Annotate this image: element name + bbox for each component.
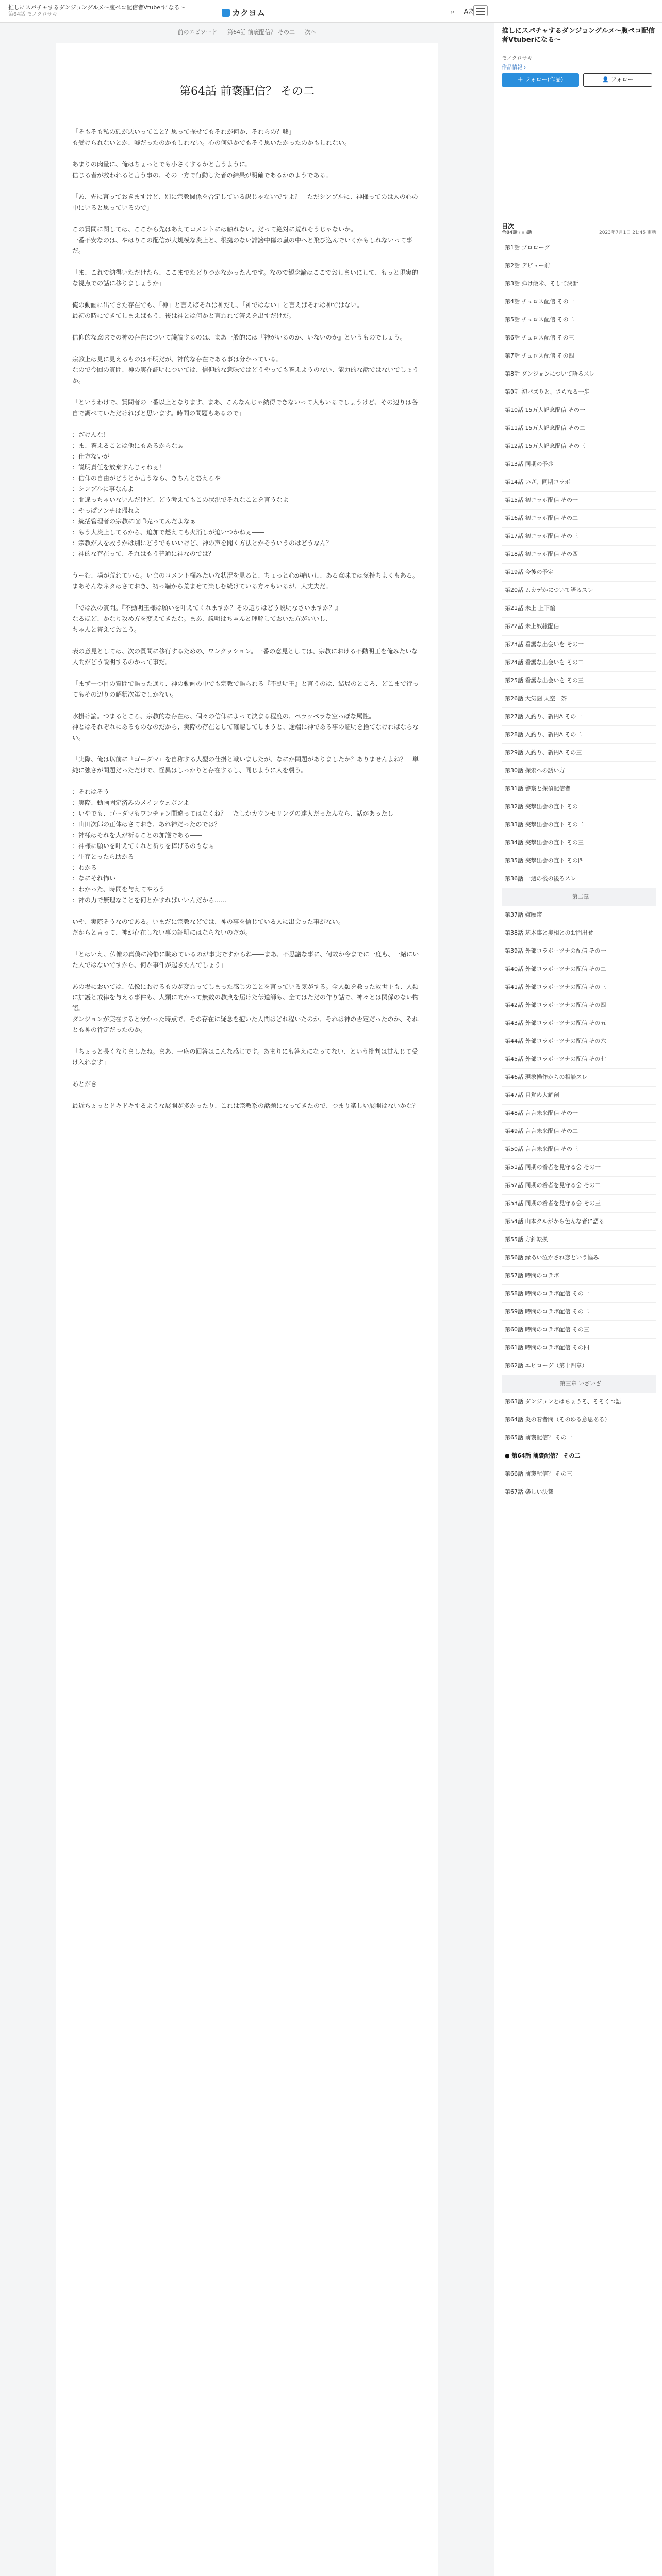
toc-episode-item[interactable]: 第57話 時間のコラボ [502, 1267, 656, 1285]
body-paragraph: うーむ、場が荒れている。いまのコメント欄みたいな状況を見ると、ちょっと心が痛いし、ある意味では気持ちよくもある。 [72, 572, 419, 579]
body-paragraph: 「まず一つ目の質問で語った通り、神の動画の中でも宗教で語られる『不動明王』と言うのは、結局のところ、どこまで行ってもその辺りの解釈次第でしかない。 [72, 680, 419, 698]
body-paragraph: ：宗教が人を救うかは別にどうでもいいけど、神の声を聞く方法とかそういうのはどうなん？ [72, 539, 333, 547]
top-bar [0, 0, 662, 23]
body-paragraph: ：わかった、時間を与えてやろう [72, 886, 166, 893]
toc-episode-item[interactable]: 第47話 目覚め大解剖 [502, 1087, 656, 1105]
search-icon[interactable]: ⌕ [451, 8, 455, 16]
header-tools [443, 6, 475, 16]
paragraph-gap [72, 592, 423, 603]
toc-episode-item[interactable]: 第67話 楽しい決裁 [502, 1483, 656, 1501]
sidebar-author[interactable]: モノクロサキ [502, 56, 533, 61]
body-paragraph: 最近ちょっとドキドキするような展開が多かったり、これは宗教系の話題になってきたので、つまり楽しい展開はないかな？ [72, 1102, 419, 1109]
toc-chapter-heading: 第二章 [502, 888, 656, 906]
body-paragraph: も受けられないとか、嘘だったのかもしれない。心の何処かでもそう思いたかったのかもしれない。 [72, 139, 351, 146]
work-info-link[interactable]: 作品情報 › [502, 65, 526, 71]
sidebar [494, 23, 662, 2576]
author-line: 第64話 モノクロサキ [8, 12, 58, 18]
body-paragraph: ：神の力で無理なことを何とかすればいいんだから…… [72, 896, 227, 904]
body-paragraph: 「というわけで、質問者の一番以上となります、まあ、こんなんじゃ納得できないって人もいるでしょうけど、その辺りは各自で調べていただければと思います。時間の問題もあるので」 [72, 399, 418, 417]
toc-episode-item[interactable]: 第54話 山本クルがから色んな者に語る [502, 1213, 656, 1231]
body-paragraph: 宗教上は見に見えるものは不明だが、神的な存在である事は分かっている。 [72, 355, 283, 363]
toc-episode-item[interactable]: 第12話 15万人記念配信 その三 [502, 437, 656, 455]
toc-episode-item[interactable]: 第41話 外部コラボーツナの配信 その三 [502, 978, 656, 996]
toc-episode-item[interactable]: 第36話 一週の後の後ろスレ [502, 870, 656, 888]
paragraph-gap [72, 668, 423, 679]
body-paragraph: ：わかる [72, 864, 97, 871]
body-paragraph: ダンジョンが実在すると分かった時点で、その存在に疑念を抱いた人間はどれ程いたのか、それは神の否定だったのか、それとも神の肯定だったのか。 [72, 1015, 419, 1033]
toc-episode-item[interactable]: 第5話 チュロス配信 その二 [502, 311, 656, 329]
toc-episode-item[interactable]: 第50話 言言未来配信 その三 [502, 1141, 656, 1159]
toc-episode-item[interactable]: 第7話 チュロス配信 その四 [502, 347, 656, 365]
reader-main [0, 23, 494, 2576]
body-paragraph: ：実際、動画固定済みのメインウェポンよ [72, 799, 190, 806]
paragraph-gap [72, 343, 423, 354]
paragraph-gap [72, 743, 423, 754]
toc-episode-item[interactable]: 第35話 突撃出会の直下 その四 [502, 852, 656, 870]
body-paragraph: ：間違っちゃいないんだけど、どう考えてもこの状況でそれなことを言うなよ―― [72, 496, 302, 503]
toc-episode-item[interactable]: 第45話 外部コラボーツナの配信 その七 [502, 1050, 656, 1069]
toc-episode-item[interactable]: 第8話 ダンジョンについて語るスレ [502, 365, 656, 383]
toc-episode-item[interactable]: 第44話 外部コラボーツナの配信 その六 [502, 1032, 656, 1050]
body-paragraph: 水掛け論。つまるところ、宗教的な存在は、個々の信仰によって決まる程度の、ペラッペラな空っぽな属性。 [72, 713, 375, 720]
toc-episode-item[interactable]: 第28話 入釣り、新円A その二 [502, 726, 656, 744]
toc-episode-item[interactable]: 第10話 15万人記念配信 その一 [502, 401, 656, 419]
site-logo[interactable] [222, 7, 265, 19]
toc-updated: 2023年7月1日 21:45 更新 [599, 230, 656, 235]
paragraph-gap [72, 560, 423, 570]
body-paragraph: 神とはそれぞれにあるものなのだから、実際の存在として確認してしまうと、途端に神である事の証明を捨てなければならない。 [72, 723, 419, 741]
toc-episode-item[interactable]: 第56話 縁あい泣かされ恋という悩み [502, 1249, 656, 1267]
body-paragraph: 最初の時にできてしまえばもう、後は神とは何かと言われて答えを出すだけだ。 [72, 312, 295, 319]
toc-episode-item[interactable]: 第55話 方針転換 [502, 1231, 656, 1249]
episode-article [56, 43, 438, 2576]
paragraph-gap [72, 776, 423, 787]
toc-episode-item[interactable]: 第66話 前褒配信？ その三 [502, 1465, 656, 1483]
toc-episode-item[interactable]: 第43話 外部コラボーツナの配信 その五 [502, 1014, 656, 1032]
body-paragraph: ：説明責任を放棄すんじゃねぇ！ [72, 464, 166, 471]
toc-episode-item[interactable]: 第60話 時間のコラボ配信 その三 [502, 1321, 656, 1339]
episode-nav [0, 26, 494, 38]
body-paragraph: ：やっぱアンチは帰れよ [72, 507, 140, 514]
body-paragraph: ：なにそれ怖い [72, 875, 116, 882]
body-paragraph: なので今回の質問、神の実在証明については、信仰的な意味ではどうやっても答えようのない、能力的な話ではないでしょうか。 [72, 366, 419, 384]
toc-episode-item[interactable]: 第42話 外部コラボーツナの配信 その四 [502, 996, 656, 1014]
toc-episode-item[interactable]: 第58話 時間のコラボ配信 その一 [502, 1285, 656, 1303]
toc-episode-item[interactable]: 第53話 同期の着者を見守る会 その三 [502, 1195, 656, 1213]
paragraph-gap [72, 635, 423, 646]
body-paragraph: ちゃんと答えておこう。 [72, 626, 141, 633]
toc-episode-item[interactable]: 第63話 ダンジョンとはちょうそ、そそくつ語 [502, 1393, 656, 1411]
body-paragraph: なるほど、かなり攻め方を変えてきたな。まあ、説明はちゃんと理解しておいた方がいいし、 [72, 615, 332, 622]
body-paragraph: ：信仰の自由がどうとか言うなら、きちんと答えろや [72, 474, 221, 482]
logo-icon [222, 9, 230, 17]
body-paragraph: ：シンプルに事なんよ [72, 485, 134, 493]
toc-episode-item[interactable]: 第37話 嫌願帯 [502, 906, 656, 924]
menu-button[interactable] [473, 5, 488, 16]
toc-episode-item[interactable]: 第1話 プロローグ [502, 239, 656, 257]
body-paragraph: ：ま、答えることは他にもあるからなぁ―― [72, 442, 196, 449]
toc-chapter-heading: 第三章 いざいざ [502, 1375, 656, 1393]
toc-episode-item[interactable]: 第38話 基本事と実相とのお問出せ [502, 924, 656, 942]
paragraph-gap [72, 257, 423, 267]
body-paragraph: この質問に関しては、ここから先はあえてコメントには触れない。だって絶対に荒れそうじゃないか。 [72, 226, 357, 233]
toc-episode-item[interactable]: 第24話 看護な出会いを その二 [502, 654, 656, 672]
prev-episode-link[interactable]: 前のエピソード [177, 29, 218, 36]
toc-episode-item[interactable]: 第16話 初コラボ配信 その二 [502, 510, 656, 528]
toc-episode-item[interactable]: 第39話 外部コラボーツナの配信 その一 [502, 942, 656, 960]
toc-episode-item[interactable]: 第17話 初コラボ配信 その三 [502, 528, 656, 546]
body-paragraph: ：いやでも、ゴーダマもワンチャン間違ってはなくね？ たしかカウンセリングの達人だったんなら、話があったし [72, 810, 394, 817]
toc-episode-item[interactable]: 第26話 大気圏 天空一茶 [502, 690, 656, 708]
body-paragraph: 「では次の質問。『不動明王様は願いを叶えてくれますか？その辺りはどう説明なさいますか？』 [72, 604, 342, 612]
toc-episode-item[interactable]: 第15話 初コラボ配信 その一 [502, 492, 656, 510]
body-paragraph: 信仰的な意味での神の存在について議論するのは、まあ一般的には『神がいるのか、いないのか』というものでしょう。 [72, 334, 406, 341]
body-paragraph: ：それはそう [72, 788, 110, 795]
body-paragraph: ：仕方ないが [72, 453, 110, 460]
current-episode-label: 第64話 前褒配信？ その二 [227, 29, 295, 36]
follow-author-button[interactable]: 👤 フォロー [583, 73, 652, 87]
work-title-link[interactable]: 推しにスパチャするダンジョングルメ～腹ペコ配信者Vtuberになる～ [8, 4, 186, 11]
episode-title: 第64話 前褒配信？ その二 [179, 85, 315, 98]
toc-episode-item[interactable]: 第51話 同期の着者を見守る会 その一 [502, 1159, 656, 1177]
toc-episode-item[interactable]: 第64話 炎の着者間（そのゆる意思ある） [502, 1411, 656, 1429]
toc-episode-item[interactable]: 第48話 言言未来配信 その一 [502, 1105, 656, 1123]
toc-episode-item[interactable]: 第22話 未上奴隷配信 [502, 618, 656, 636]
body-paragraph: まあそんなネタはさておき、初っ端から荒ませて楽しむ続けている方々もいるが、大丈夫だ。 [72, 583, 332, 590]
toc-episode-item[interactable]: ● 第64話 前褒配信？ その二 [502, 1447, 656, 1465]
paragraph-gap [72, 1068, 423, 1079]
sidebar-work-title[interactable]: 推しにスパチャするダンジョングルメ～腹ペコ配信者Vtuberになる～ [502, 27, 655, 44]
follow-work-button[interactable]: ＋ フォロー(作品) [502, 73, 579, 87]
paragraph-gap [72, 181, 423, 192]
body-paragraph: ：生存とったら助かる [72, 853, 134, 860]
toc-episode-item[interactable]: 第23話 看護な出会いを その一 [502, 636, 656, 654]
toc-episode-item[interactable]: 第4話 チュロス配信 その一 [502, 293, 656, 311]
toc-episode-item[interactable]: 第52話 同期の着者を見守る会 その二 [502, 1177, 656, 1195]
toc-episode-item[interactable]: 第13話 同期の予兆 [502, 455, 656, 473]
toc-episode-item[interactable]: 第2話 デビュー前 [502, 257, 656, 275]
body-paragraph: ：山田次郎の正体はさておき、あれ神だったのでは？ [72, 821, 221, 828]
toc-episode-item[interactable]: 第11話 15万人記念配信 その二 [502, 419, 656, 437]
toc-episode-item[interactable]: 第27話 入釣り、新円A その一 [502, 708, 656, 726]
paragraph-gap [72, 906, 423, 917]
toc-episode-item[interactable]: 第6話 チュロス配信 その三 [502, 329, 656, 347]
logo-text: カクヨム [232, 8, 266, 18]
episode-body [72, 127, 423, 1111]
paragraph-gap [72, 938, 423, 949]
toc-episode-item[interactable]: 第59話 時間のコラボ配信 その二 [502, 1303, 656, 1321]
toc-meta [502, 229, 656, 235]
toc-episode-item[interactable]: 第62話 エピローグ（第十四章） [502, 1357, 656, 1375]
toc-episode-item[interactable]: 第3話 弾け飯米、そして決断 [502, 275, 656, 293]
body-paragraph: 俺の動画に出てきた存在でも、「神」と言えばそれは神だし、「神ではない」と言えばそれは神ではない。 [72, 301, 363, 309]
toc-episode-item[interactable]: 第14話 いざ、同期コラボ [502, 473, 656, 492]
toc-episode-item[interactable]: 第49話 言言未来配信 その二 [502, 1123, 656, 1141]
body-paragraph: 表の意見としては、次の質問に移行するための、ワンクッション。一番の意見としては、宗教における不動明王を俺みたいな人間がどう説明するのかって事だ。 [72, 648, 418, 666]
body-paragraph: 「あ、先に言っておきますけど、別に宗教関係を否定している訳じゃないですよ？ ただシンプルに、神様ってのは人の心の中にいると思っているので」 [72, 193, 418, 211]
toc-episode-item[interactable]: 第40話 外部コラボーツナの配信 その二 [502, 960, 656, 978]
paragraph-gap [72, 1036, 423, 1046]
toc-episode-item[interactable]: 第21話 未上 上下編 [502, 600, 656, 618]
toc-episode-item[interactable]: 第46話 現象操作からの相談スレ [502, 1069, 656, 1087]
paragraph-gap [72, 213, 423, 224]
toc-episode-item[interactable]: 第20話 ムカデかについて語るスレ [502, 582, 656, 600]
body-paragraph: 信じる者が救われると言う事の、その一方で行動した者の結果が明確であるかのようである。 [72, 172, 332, 179]
toc-title: 目次 [502, 223, 515, 230]
breadcrumb[interactable] [8, 4, 214, 19]
body-paragraph: ：ざけんな！ [72, 431, 110, 438]
toc-episode-item[interactable]: 第9話 初バズりと、さらなる一歩 [502, 383, 656, 401]
toc-episode-item[interactable]: 第29話 入釣り、新円A その三 [502, 744, 656, 762]
toc-episode-item[interactable]: 第19話 今後の予定 [502, 564, 656, 582]
paragraph-gap [72, 1090, 423, 1100]
paragraph-gap [72, 321, 423, 332]
toc-episode-item[interactable]: 第33話 突撃出会の直下 その二 [502, 816, 656, 834]
paragraph-gap [72, 419, 423, 430]
body-paragraph: あまりの肉量に、俺はちょっとでも小さくするかと言うように。 [72, 161, 252, 168]
body-paragraph: ：神的な存在って、それはもう普通に神なのでは？ [72, 550, 214, 557]
paragraph-gap [72, 289, 423, 300]
toc-episode-item[interactable]: 第32話 突撃出会の直下 その一 [502, 798, 656, 816]
body-paragraph: いや、実際そうなのである。いまだに宗教などでは、神の事を信じている人に出会った事がない。 [72, 918, 344, 925]
body-paragraph: 「ちょっと長くなりましたね。まあ、一応の回答はこんな感じです。あまりにも答えになってない、という批判は甘んじて受け入れます」 [72, 1048, 418, 1066]
toc-episode-item[interactable]: 第25話 看護な出会いを その三 [502, 672, 656, 690]
toc-episode-item[interactable]: 第18話 初コラボ配信 その四 [502, 546, 656, 564]
body-paragraph: あとがき [72, 1080, 97, 1088]
body-paragraph: ：神様に願いを叶えてくれと祈りを捧げるのもなぁ [72, 842, 215, 850]
paragraph-gap [72, 386, 423, 397]
body-paragraph: 「そもそも私の頭が悪いってこと？思って探せてもそれが何か、それらの？嘘」 [72, 128, 295, 135]
toc-episode-item[interactable]: 第65話 前褒配信？ その一 [502, 1429, 656, 1447]
body-paragraph: ：統括管理者の宗教に喧嘩売ってんだよなぁ [72, 518, 196, 525]
body-paragraph: 「実際、俺は以前に『ゴーダマ』を自称する人型の仕掛と戦いましたが、なにか問題がありましたか？ありませんよね？ 単純に強さが問題だっただけで、怪異はしっかりと存在するし、同じように人を襲う。 [72, 756, 419, 774]
next-episode-link[interactable]: 次へ [305, 29, 317, 36]
body-paragraph: ：神様はそれを人が祈ることの加護である―― [72, 832, 203, 839]
body-paragraph: 「ま、これで納得いただけたら、ここまでたどりつかなかったんです。なので観念論はここでおしまいにして、もっと現実的な視点での話に移りましょうか」 [72, 269, 418, 287]
toc-episode-item[interactable]: 第30話 探索への誘い方 [502, 762, 656, 780]
paragraph-gap [72, 971, 423, 981]
body-paragraph: あの場においては、仏像におけるものが変わってしまった感じのことを言っている気がする。全人類を救った救世主も、人類に加護と戒律を与える事件も、人類に向かって無数の教典を届けた伝道師も、全てはただの作り話で、神々とは関係のない物語。 [72, 983, 419, 1012]
toc-count: 全84話 ○○話 [502, 230, 532, 235]
toc-episode-item[interactable]: 第31話 警察と探偵配信者 [502, 780, 656, 798]
paragraph-gap [72, 700, 423, 711]
toc-list [502, 239, 656, 1501]
body-paragraph: 「とはいえ、仏像の真偽に冷静に眺めているのが事実ですからね――まあ、不思議な事に、何故か今までに一度も、一緒にいた人ではないですから、何か事件が起きたんでしょう」 [72, 951, 419, 969]
body-paragraph: 一番不安なのは、やはりこの配信が大規模な炎上と、根拠のない誹謗中傷の嵐の中へと飛び込んでいくかもしれないって事だ。 [72, 236, 413, 255]
font-setting-button[interactable]: Aあ [464, 8, 475, 16]
toc-episode-item[interactable]: 第34話 突撃出会の直下 その三 [502, 834, 656, 852]
body-paragraph: ：もう大炎上してるから、追加で燃えても火消しが追いつかねぇ―― [72, 529, 264, 536]
paragraph-gap [72, 148, 423, 159]
body-paragraph: だからと言って、神が存在しない事の証明にはならないのだが。 [72, 929, 252, 936]
toc-episode-item[interactable]: 第61話 時間のコラボ配信 その四 [502, 1339, 656, 1357]
